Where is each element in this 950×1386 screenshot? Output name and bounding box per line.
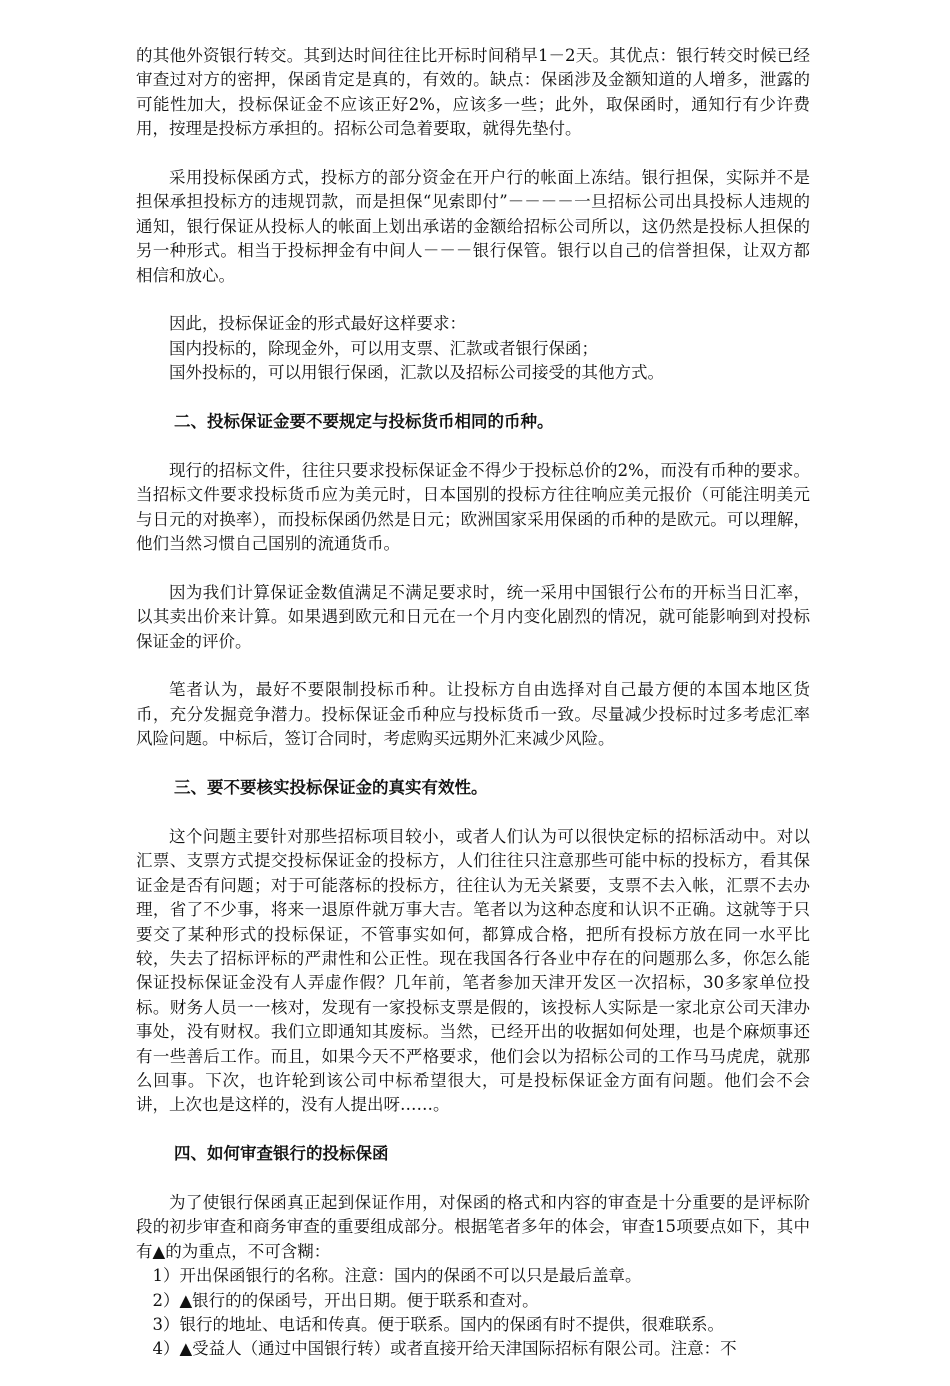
paragraph-currency-requirement: 现行的招标文件，往往只要求投标保证金不得少于投标总价的2%，而没有币种的要求。当招标文件要求投标货币应为美元时，日本国别的投标方往往响应美元报价（可能注明美元与日元的对换率），而投标保函仍然是日元；欧洲国家采用保函的币种的是欧元。可以理解，他们当然习惯自己国别的流通货币。 bbox=[136, 460, 810, 554]
bank-guarantee-review-block bbox=[136, 1191, 810, 1362]
paragraph-guarantee-forms bbox=[136, 312, 810, 385]
section-heading-verification: 三、要不要核实投标保证金的真实有效性。 bbox=[173, 778, 488, 798]
list-item-4: 4）▲受益人（通过中国银行转）或者直接开给天津国际招标有限公司。注意：不 bbox=[152, 1339, 737, 1359]
list-item-3: 3）银行的地址、电话和传真。便于联系。国内的保函有时不提供，很难联系。 bbox=[152, 1314, 724, 1334]
paragraph-exchange-rate: 因为我们计算保证金数值满足不满足要求时，统一采用中国银行公布的开标当日汇率，以其卖出价来计算。如果遇到欧元和日元在一个月内变化剧烈的情况，就可能影响到对投标保证金的评价。 bbox=[136, 582, 810, 651]
paragraph-bid-guarantee-method: 采用投标保函方式，投标方的部分资金在开户行的帐面上冻结。银行担保，实际并不是担保承担投标方的违规罚款，而是担保“见索即付”－－－－一旦招标公司出具投标人违规的通知，银行保证从投标人的帐面上划出承诺的金额给招标公司所以，这仍然是投标人担保的另一种形式。相当于投标押金有中间人－－－银行保管。银行以自己的信誉担保，让双方都相信和放心。 bbox=[136, 168, 810, 285]
paragraph-author-opinion: 笔者认为，最好不要限制投标币种。让投标方自由选择对自己最方便的本国本地区货币，充分发掘竞争潜力。投标保证金币种应与投标货币一致。尽量减少投标时过多考虑汇率风险问题。中标后，签订合同时，考虑购买远期外汇来减少风险。 bbox=[136, 680, 810, 749]
section-heading-bank-guarantee-review: 四、如何审查银行的投标保函 bbox=[173, 1144, 389, 1164]
list-item-2: 2）▲银行的的保函号，开出日期。便于联系和查对。 bbox=[152, 1290, 539, 1310]
paragraph-review-intro: 为了使银行保函真正起到保证作用，对保函的格式和内容的审查是十分重要的是评标阶段的初步审查和商务审查的重要组成部分。根据笔者多年的体会，审查15项要点如下，其中有▲的为重点，不可含糊： bbox=[136, 1192, 810, 1261]
guarantee-forms-foreign: 国外投标的，可以用银行保函，汇款以及招标公司接受的其他方式。 bbox=[169, 363, 664, 383]
document-page bbox=[136, 44, 810, 1386]
guarantee-forms-intro: 因此，投标保证金的形式最好这样要求： bbox=[169, 314, 466, 334]
section-heading-currency: 二、投标保证金要不要规定与投标货币相同的币种。 bbox=[173, 412, 554, 432]
list-item-1: 1）开出保函银行的名称。注意：国内的保函不可以只是最后盖章。 bbox=[152, 1266, 642, 1286]
paragraph-verification-case: 这个问题主要针对那些招标项目较小，或者人们认为可以很快定标的招标活动中。对以汇票、支票方式提交投标保证金的投标方，人们往往只注意那些可能中标的投标方，看其保证金是否有问题；对于可能落标的投标方，往往认为无关紧要，支票不去入帐，汇票不去办理，省了不少事，将来一退原件就万事大吉。笔者以为这种态度和认识不正确。这就等于只要交了某种形式的投标保证，不管事实如何，都算成合格，把所有投标方放在同一水平比较，失去了招标评标的严肃性和公正性。现在我国各行各业中存在的问题那么多，你怎么能保证投标保证金没有人弄虚作假？几年前，笔者参加天津开发区一次招标，30多家单位投标。财务人员一一核对，发现有一家投标支票是假的，该投标人实际是一家北京公司天津办事处，没有财权。我们立即通知其废标。当然，已经开出的收据如何处理，也是个麻烦事还有一些善后工作。而且，如果今天不严格要求，他们会以为招标公司的工作马马虎虎，就那么回事。下次，也许轮到该公司中标希望很大，可是投标保证金方面有问题。他们会不会讲，上次也是这样的，没有人提出呀……。 bbox=[136, 826, 810, 1115]
guarantee-forms-domestic: 国内投标的，除现金外，可以用支票、汇款或者银行保函； bbox=[169, 338, 598, 358]
paragraph-foreign-bank-transfer: 的其他外资银行转交。其到达时间往往比开标时间稍早1－2天。其优点：银行转交时候已经审查过对方的密押，保函肯定是真的，有效的。缺点：保函涉及金额知道的人增多，泄露的可能性加大，投标保证金不应该正好2%，应该多一些；此外，取保函时，通知行有少许费用，按理是投标方承担的。招标公司急着要取，就得先垫付。 bbox=[136, 46, 810, 139]
